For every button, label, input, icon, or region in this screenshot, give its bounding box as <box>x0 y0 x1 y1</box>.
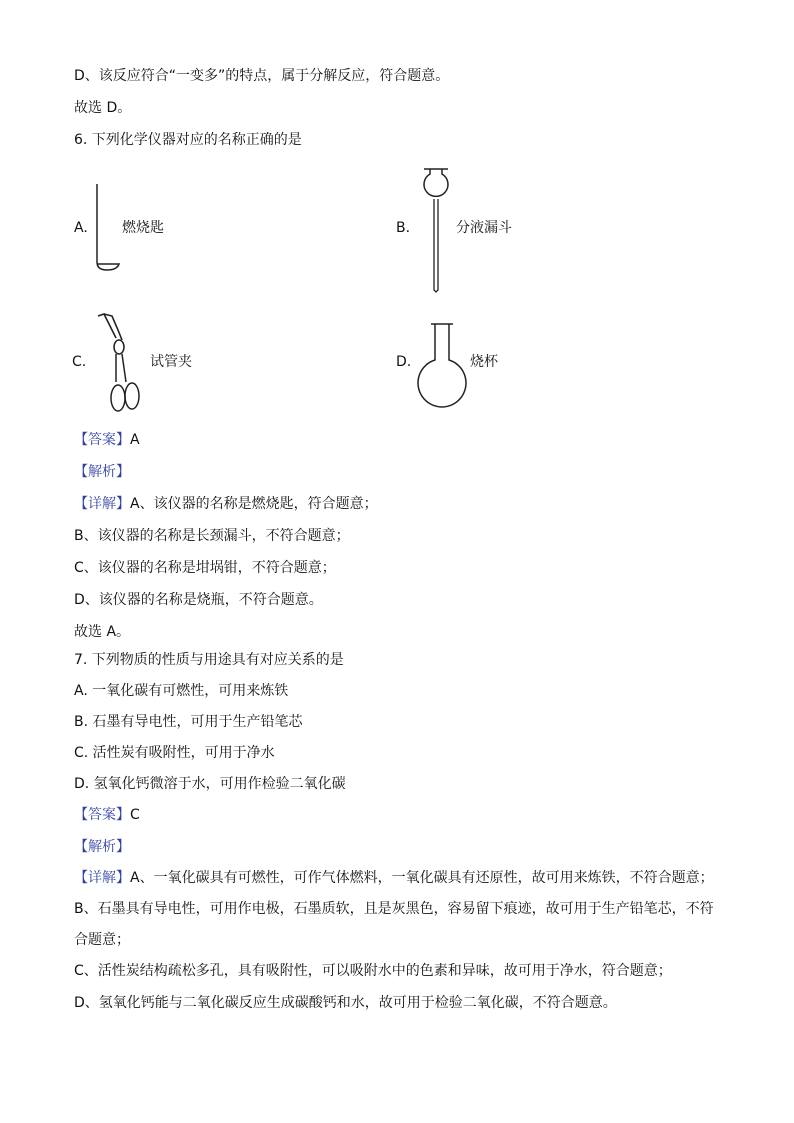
detail-7-b-line2: 合题意； <box>74 932 130 948</box>
analysis-6 <box>74 462 130 482</box>
option-d-name: 烧杯 <box>470 354 498 370</box>
question-6: 6. 下列化学仪器对应的名称正确的是 <box>74 132 302 148</box>
funnel-icon <box>418 166 454 294</box>
detail-tag: 【详解】 <box>74 496 130 512</box>
option-a-letter: A. <box>74 220 88 236</box>
answer-7 <box>74 805 140 825</box>
answer-tag: 【答案】 <box>74 432 130 448</box>
prev-selection: 故选 D。 <box>74 100 132 116</box>
detail-tag: 【详解】 <box>74 870 130 886</box>
selection-6: 故选 A。 <box>74 624 131 640</box>
option-a-name: 燃烧匙 <box>122 220 164 236</box>
round-flask-icon <box>416 320 472 410</box>
detail-7-c: C、活性炭结构疏松多孔，具有吸附性，可以吸附水中的色素和异味，故可用于净水，符合题意； <box>74 963 672 979</box>
detail-6-b: B、该仪器的名称是长颈漏斗，不符合题意； <box>74 528 350 544</box>
question-7-option-a: A. 一氧化碳有可燃性，可用来炼铁 <box>74 683 289 699</box>
option-c-name: 试管夹 <box>150 354 192 370</box>
detail-6-d: D、该仪器的名称是烧瓶，不符合题意。 <box>74 592 323 608</box>
answer-6 <box>74 430 140 450</box>
option-b-name: 分液漏斗 <box>456 220 512 236</box>
question-7-option-b: B. 石墨有导电性，可用于生产铅笔芯 <box>74 714 303 730</box>
detail-7-b-line1: B、石墨具有导电性，可用作电极，石墨质软，且是灰黑色，容易留下痕迹，故可用于生产铅笔芯，不符 <box>74 901 714 917</box>
analysis-tag: 【解析】 <box>74 839 130 855</box>
question-7: 7. 下列物质的性质与用途具有对应关系的是 <box>74 652 344 668</box>
question-7-option-d: D. 氢氧化钙微溶于水，可用作检验二氧化碳 <box>74 776 346 792</box>
detail-7-a <box>74 868 714 888</box>
option-d-letter: D. <box>396 354 412 370</box>
detail-6-a <box>74 494 378 514</box>
option-b-letter: B. <box>396 220 411 236</box>
option-c-letter: C. <box>72 354 87 370</box>
detail-6-a-text: A、该仪器的名称是燃烧匙，符合题意； <box>130 496 378 512</box>
answer-7-value: C <box>130 807 140 823</box>
question-7-option-c: C. 活性炭有吸附性，可用于净水 <box>74 745 275 761</box>
detail-7-d: D、氢氧化钙能与二氧化碳反应生成碳酸钙和水，故可用于检验二氧化碳，不符合题意。 <box>74 995 617 1011</box>
analysis-tag: 【解析】 <box>74 464 130 480</box>
answer-tag: 【答案】 <box>74 807 130 823</box>
prev-option-d: D、该反应符合“一变多”的特点，属于分解反应，符合题意。 <box>74 68 450 84</box>
detail-6-c: C、该仪器的名称是坩埚钳，不符合题意； <box>74 560 336 576</box>
detail-7-a-text: A、一氧化碳具有可燃性，可作气体燃料，一氧化碳具有还原性，故可用来炼铁，不符合题意； <box>130 870 714 886</box>
answer-6-value: A <box>130 432 140 448</box>
crucible-tongs-icon <box>94 312 158 416</box>
analysis-7 <box>74 837 130 857</box>
